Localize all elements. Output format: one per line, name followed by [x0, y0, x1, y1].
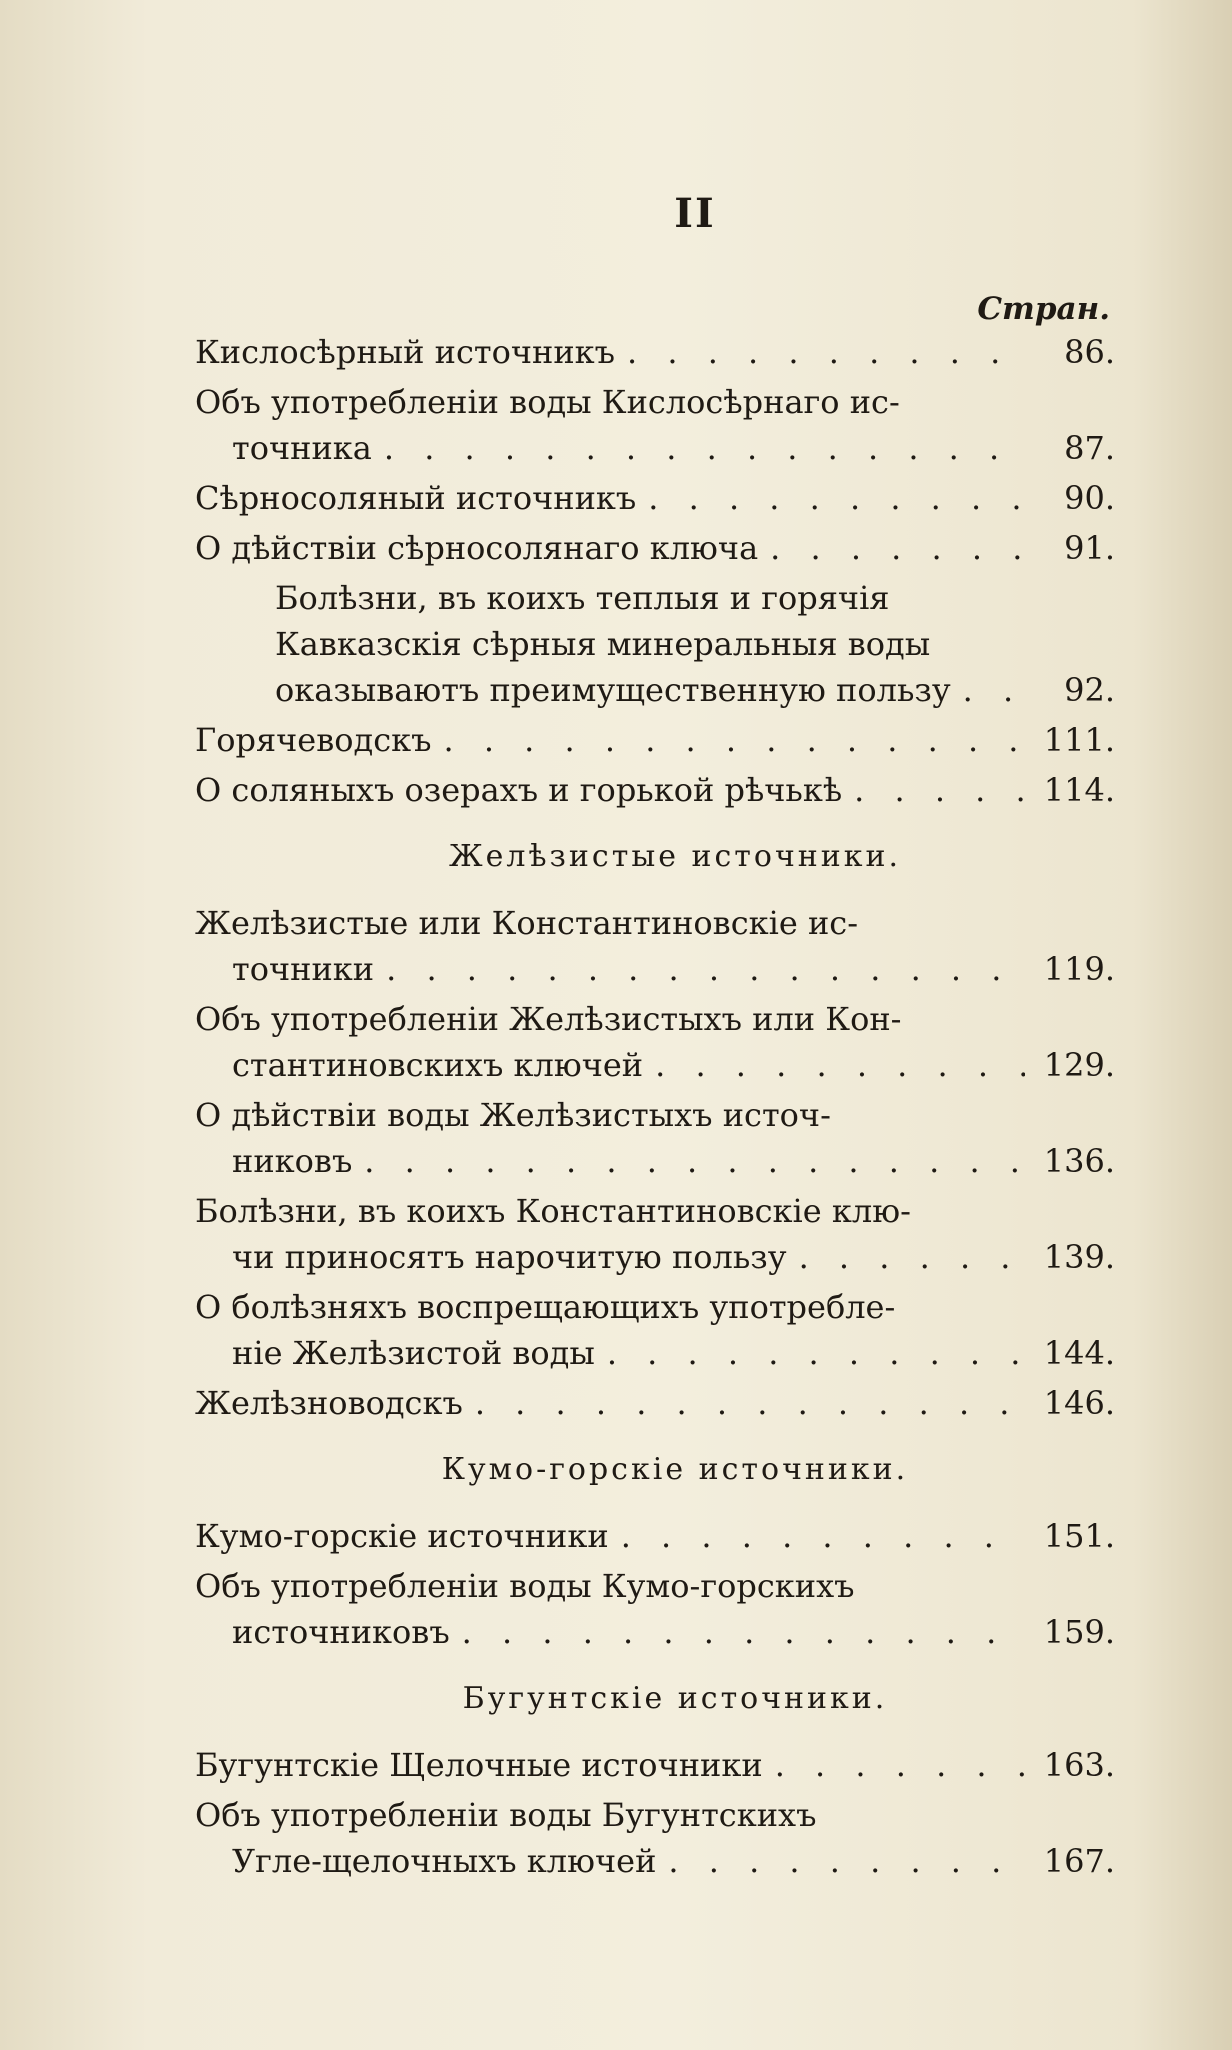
page-number: II: [674, 190, 716, 237]
toc-entry-line: [195, 946, 1115, 992]
toc-entry: [195, 1563, 1115, 1655]
toc-entry-line: [195, 1188, 1115, 1234]
dot-leader: [352, 1138, 1025, 1184]
toc-entry-title: Болѣзни, въ коихъ теплыя и горячія: [275, 579, 890, 617]
toc-entry: [195, 1284, 1115, 1376]
toc-entry-page: 90.: [1064, 479, 1115, 517]
toc-entry-page: 129.: [1043, 1046, 1115, 1084]
toc-entry-page: 111.: [1043, 721, 1115, 759]
toc-entry-title: ніе Желѣзистой воды: [232, 1334, 595, 1372]
dot-leader: [372, 425, 1025, 471]
toc-entry: [195, 525, 1115, 571]
toc-entry: [195, 1188, 1115, 1280]
toc-entry-line: [195, 1234, 1115, 1280]
toc-entry-title: точника: [232, 429, 372, 467]
toc-entry-page: 163.: [1043, 1746, 1115, 1784]
toc-entry-line: [195, 717, 1115, 763]
toc-entry-line: [195, 900, 1115, 946]
dot-leader: [763, 1742, 1025, 1788]
toc-entry-title: О соляныхъ озерахъ и горькой рѣчькѣ: [195, 771, 843, 809]
toc-entry-page: 119.: [1043, 950, 1115, 988]
toc-entry: [195, 996, 1115, 1088]
toc-entry-page: 87.: [1064, 429, 1115, 467]
toc-entry-title: точники: [232, 950, 375, 988]
pages-column-label: Стран.: [977, 291, 1110, 327]
toc-entry-page: 167.: [1043, 1842, 1115, 1880]
toc-entry-title: Объ употребленіи воды Кислосѣрнаго ис-: [195, 383, 900, 421]
toc-entry-page: 86.: [1064, 333, 1115, 371]
toc-entry: [195, 329, 1115, 375]
dot-leader: [758, 525, 1025, 571]
toc-entry: [195, 900, 1115, 992]
table-of-contents: [195, 190, 1115, 1884]
toc-entry-title: Объ употребленіи воды Кумо-горскихъ: [195, 1567, 855, 1605]
toc-entry-line: [195, 425, 1115, 471]
toc-entry-line: [195, 1792, 1115, 1838]
toc-entry-title: Сѣрносоляный источникъ: [195, 479, 637, 517]
toc-entry-line: [195, 1042, 1115, 1088]
toc-entry: [195, 717, 1115, 763]
toc-entries: [195, 329, 1115, 1884]
toc-entry-line: [195, 996, 1115, 1042]
dot-leader: [636, 475, 1025, 521]
toc-entry-line: [195, 767, 1115, 813]
toc-entry-line: [195, 575, 1115, 621]
toc-entry: [195, 1092, 1115, 1184]
toc-entry-line: [195, 1513, 1115, 1559]
toc-entry-line: [195, 1330, 1115, 1376]
dot-leader: [609, 1513, 1025, 1559]
toc-entry-title: Горячеводскъ: [195, 721, 432, 759]
toc-entry-line: [195, 1284, 1115, 1330]
toc-entry-title: Болѣзни, въ коихъ Константиновскіе клю-: [195, 1192, 911, 1230]
toc-entry-title: Кавказскія сѣрныя минеральныя воды: [275, 625, 931, 663]
toc-entry-title: Угле-щелочныхъ ключей: [232, 1842, 657, 1880]
dot-leader: [842, 767, 1025, 813]
toc-entry-page: 159.: [1043, 1613, 1115, 1651]
dot-leader: [951, 667, 1025, 713]
toc-entry-line: [195, 1742, 1115, 1788]
toc-entry: [195, 1380, 1115, 1426]
section-heading: Желѣзистые источники.: [448, 839, 902, 874]
dot-leader: [374, 946, 1025, 992]
dot-leader: [787, 1234, 1025, 1280]
toc-entry: [195, 1513, 1115, 1559]
toc-entry-title: оказываютъ преимущественную пользу: [275, 671, 951, 709]
toc-entry: [195, 475, 1115, 521]
toc-entry-title: О болѣзняхъ воспрещающихъ употребле-: [195, 1288, 896, 1326]
toc-entry-line: [195, 1609, 1115, 1655]
section-heading: Бугунтскіе источники.: [462, 1681, 888, 1716]
toc-entry-line: [195, 379, 1115, 425]
toc-entry-page: 144.: [1043, 1334, 1115, 1372]
dot-leader: [450, 1609, 1025, 1655]
dot-leader: [595, 1330, 1025, 1376]
toc-entry-page: 136.: [1043, 1142, 1115, 1180]
toc-entry-line: [195, 621, 1115, 667]
toc-entry-page: 146.: [1043, 1384, 1115, 1422]
toc-entry-title: Объ употребленіи Желѣзистыхъ или Кон-: [195, 1000, 902, 1038]
toc-entry-line: [195, 1092, 1115, 1138]
toc-entry-title: Бугунтскіе Щелочные источники: [195, 1746, 763, 1784]
toc-entry-line: [195, 1838, 1115, 1884]
toc-entry: [195, 1742, 1115, 1788]
toc-entry-title: Кислосѣрный источникъ: [195, 333, 615, 371]
dot-leader: [431, 717, 1025, 763]
toc-entry-line: [195, 329, 1115, 375]
toc-entry-line: [195, 1380, 1115, 1426]
toc-entry: [195, 1792, 1115, 1884]
toc-entry-page: 114.: [1043, 771, 1115, 809]
toc-entry-title: Желѣзистые или Константиновскіе ис-: [195, 904, 859, 942]
toc-entry-line: [195, 1563, 1115, 1609]
dot-leader: [463, 1380, 1025, 1426]
toc-entry-page: 139.: [1043, 1238, 1115, 1276]
toc-entry-title: О дѣйствіи сѣрносолянаго ключа: [195, 529, 759, 567]
toc-entry-title: чи приносятъ нарочитую пользу: [232, 1238, 787, 1276]
toc-entry-line: [195, 525, 1115, 571]
toc-entry-title: О дѣйствіи воды Желѣзистыхъ источ-: [195, 1096, 831, 1134]
dot-leader: [656, 1838, 1025, 1884]
dot-leader: [615, 329, 1025, 375]
toc-entry: [195, 575, 1115, 713]
toc-entry-title: Объ употребленіи воды Бугунтскихъ: [195, 1796, 817, 1834]
toc-entry-title: Кумо-горскіе источники: [195, 1517, 609, 1555]
toc-entry-line: [195, 475, 1115, 521]
toc-entry: [195, 379, 1115, 471]
section-heading: Кумо-горскіе источники.: [441, 1452, 909, 1487]
toc-entry-page: 92.: [1064, 671, 1115, 709]
toc-entry-title: стантиновскихъ ключей: [232, 1046, 644, 1084]
toc-entry-page: 91.: [1064, 529, 1115, 567]
toc-entry-title: источниковъ: [232, 1613, 450, 1651]
toc-entry-page: 151.: [1043, 1517, 1115, 1555]
toc-entry-title: Желѣзноводскъ: [195, 1384, 463, 1422]
toc-entry-line: [195, 1138, 1115, 1184]
toc-entry: [195, 767, 1115, 813]
toc-entry-line: [195, 667, 1115, 713]
toc-entry-title: никовъ: [232, 1142, 353, 1180]
dot-leader: [643, 1042, 1025, 1088]
